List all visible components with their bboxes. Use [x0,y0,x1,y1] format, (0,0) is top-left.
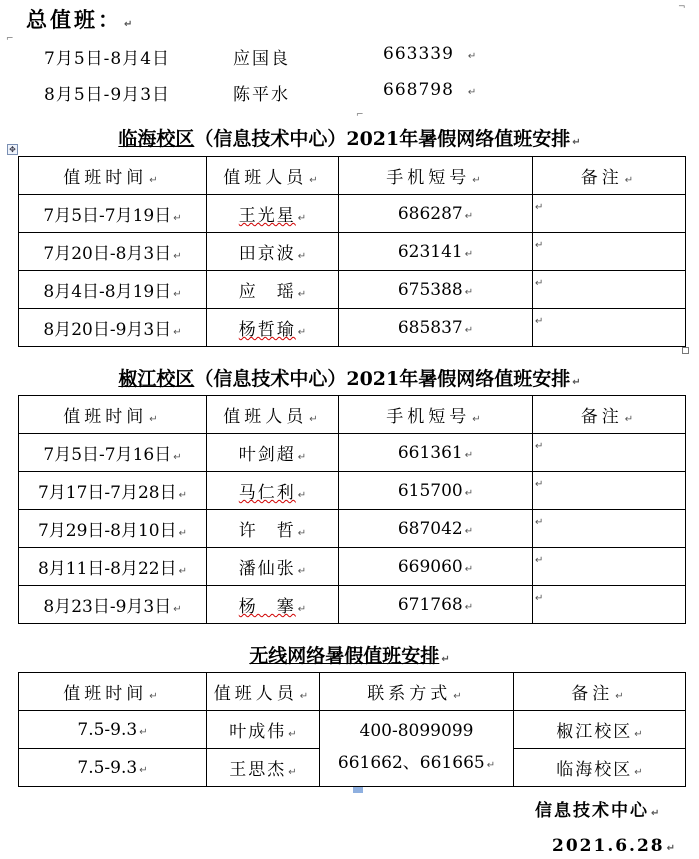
cell-phone: 686287 ↵ [339,195,533,233]
col-header-contact: 联系方式 ↵ [320,673,514,711]
crop-mark: ⌐ [6,34,14,44]
crop-mark: ⌐ [356,110,364,120]
cell-name: 杨哲瑜 ↵ [207,309,339,347]
cell-name: 应 瑶 ↵ [207,271,339,309]
jiaojiang-duty-table [18,395,686,624]
table-header-row [19,673,686,711]
col-header-notes: 备注 ↵ [514,673,686,711]
cell-period: 7月17日-7月28日 ↵ [19,472,207,510]
cell-period: 8月4日-8月19日 ↵ [19,271,207,309]
chief-duty-phone: 663339 ↵ [383,44,478,64]
wireless-section-title: 无线网络暑假值班安排 ↵ [249,645,450,667]
table-row [19,510,686,548]
cell-phone: 669060 ↵ [339,548,533,586]
col-header-notes: 备注 ↵ [533,157,686,195]
cell-note: ↵ [533,434,686,472]
table-header-row [19,157,686,195]
table-resize-handle[interactable] [682,347,689,354]
chief-duty-name: 陈平水 [233,85,290,105]
cell-note: ↵ [533,548,686,586]
cell-name: 许 哲 ↵ [207,510,339,548]
col-header-notes: 备注 ↵ [533,396,686,434]
table-header-row [19,396,686,434]
cell-phone: 687042 ↵ [339,510,533,548]
cell-period: 7月5日-7月19日 ↵ [19,195,207,233]
linhai-duty-table [18,156,686,347]
crop-mark: ¬ [678,2,686,12]
cell-phone: 675388 ↵ [339,271,533,309]
chief-duty-name: 应国良 [233,49,290,69]
table-row [19,434,686,472]
table-row [19,472,686,510]
cell-period: 7月5日-7月16日 ↵ [19,434,207,472]
cell-name: 叶剑超 ↵ [207,434,339,472]
chief-duty-row [0,44,540,74]
wireless-duty-table [18,672,686,787]
cell-period: 7.5-9.3 ↵ [19,711,207,749]
cell-period: 7月20日-8月3日 ↵ [19,233,207,271]
cell-name: 潘仙张 ↵ [207,548,339,586]
table-row [19,271,686,309]
table-move-handle-icon[interactable]: ✥ [7,144,18,155]
col-header-time: 值班时间 ↵ [19,157,207,195]
chief-duty-period: 7月5日-8月4日 [44,49,171,69]
cell-period: 8月23日-9月3日 ↵ [19,586,207,624]
cell-period: 7.5-9.3 ↵ [19,749,207,787]
col-header-staff: 值班人员 ↵ [207,673,320,711]
table-row [19,195,686,233]
cell-phone: 685837 ↵ [339,309,533,347]
col-header-time: 值班时间 ↵ [19,673,207,711]
footer-org: 信息技术中心 ↵ [535,801,662,821]
cell-note: ↵ [533,233,686,271]
footer-date: 2021.6.28 ↵ [552,836,678,856]
table-row [19,586,686,624]
col-header-staff: 值班人员 ↵ [207,157,339,195]
cell-phone: 671768 ↵ [339,586,533,624]
chief-duty-phone: 668798 ↵ [383,80,478,100]
col-header-staff: 值班人员 ↵ [207,396,339,434]
cell-period: 8月20日-9月3日 ↵ [19,309,207,347]
text-cursor-marker [353,787,363,793]
cell-note: ↵ [533,472,686,510]
cell-note: ↵ [533,271,686,309]
chief-duty-row [0,80,540,110]
chief-duty-period: 8月5日-9月3日 [44,85,171,105]
cell-name: 田京波 ↵ [207,233,339,271]
col-header-phone: 手机短号 ↵ [339,157,533,195]
cell-name: 王光星 ↵ [207,195,339,233]
cell-name: 王思杰 ↵ [207,749,320,787]
cell-phone: 661361 ↵ [339,434,533,472]
cell-note: ↵ [533,586,686,624]
cell-note: ↵ [533,195,686,233]
cell-note: ↵ [533,309,686,347]
cell-name: 杨 搴 ↵ [207,586,339,624]
table-row [19,548,686,586]
cell-name: 马仁利 ↵ [207,472,339,510]
cell-phone: 623141 ↵ [339,233,533,271]
cell-note: 临海校区 ↵ [514,749,686,787]
table-row [19,309,686,347]
cell-note: ↵ [533,510,686,548]
jiaojiang-section-title: 椒江校区（信息技术中心）2021年暑假网络值班安排 ↵ [118,368,581,390]
cell-period: 8月11日-8月22日 ↵ [19,548,207,586]
col-header-phone: 手机短号 ↵ [339,396,533,434]
cell-phone: 615700 ↵ [339,472,533,510]
cell-note: 椒江校区 ↵ [514,711,686,749]
chief-duty-title: 总值班： ↵ [26,7,136,32]
table-row [19,233,686,271]
cell-name: 叶成伟 ↵ [207,711,320,749]
col-header-time: 值班时间 ↵ [19,396,207,434]
linhai-section-title: 临海校区（信息技术中心）2021年暑假网络值班安排 ↵ [118,128,581,150]
cell-period: 7月29日-8月10日 ↵ [19,510,207,548]
table-row [19,711,686,749]
cell-contact: 400-8099099 661662、661665 ↵ [320,711,514,787]
